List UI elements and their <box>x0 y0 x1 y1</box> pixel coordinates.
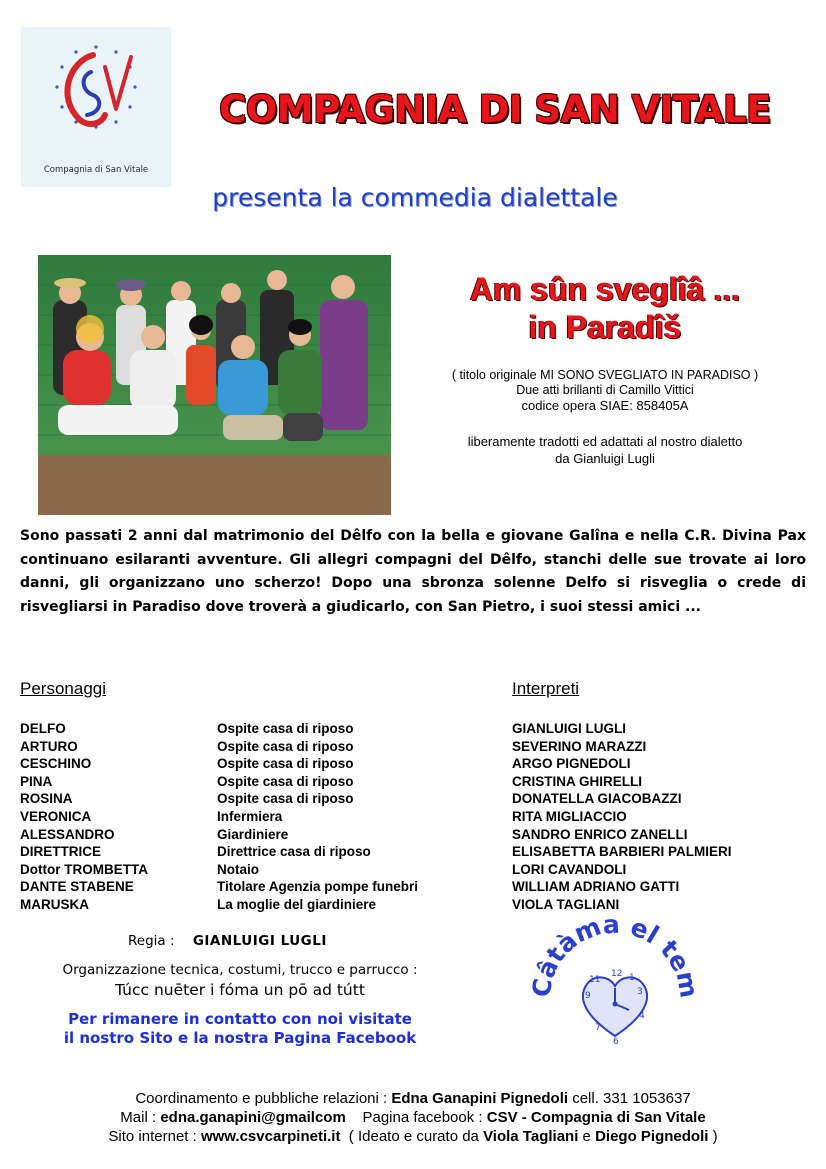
characters-header: Personaggi <box>20 679 107 698</box>
character-name: PINA <box>20 773 53 789</box>
character-name: DELFO <box>20 721 66 736</box>
svg-text:7: 7 <box>595 1023 601 1033</box>
character-role: Ospite casa di riposo <box>217 721 354 736</box>
footer-coordination <box>0 1089 826 1108</box>
coord-phone: cell. 331 1053637 <box>568 1090 691 1107</box>
svg-text:11: 11 <box>589 975 601 985</box>
actor-name: ARGO PIGNEDOLI <box>512 756 631 772</box>
contact-line1: Per rimanere in contatto con noi visitate <box>68 1010 412 1028</box>
play-info <box>420 368 790 413</box>
play-title-line2: in Paradîš <box>528 309 682 345</box>
character-role: Notaio <box>217 861 259 877</box>
character-name: Dottor TROMBETTA <box>20 861 148 877</box>
site-label: Sito internet : <box>108 1128 201 1145</box>
character-role: Giardiniere <box>217 826 289 842</box>
actors-header: Interpreti <box>512 679 580 698</box>
actor-name: LORI CAVANDOLI <box>512 861 627 877</box>
adaptation-note <box>420 433 790 467</box>
character-name: MARUSKA <box>20 896 89 912</box>
company-logo <box>21 27 171 187</box>
site-author-1: Viola Tagliani <box>483 1128 579 1145</box>
actor-name: WILLIAM ADRIANO GATTI <box>512 879 680 895</box>
synopsis: Sono passati 2 anni dal matrimonio del Dêlfo con la bella e giovane Galîna e nella C.R. Divina Pax continuano esilaranti avventure. Gli allegri compagni del Dêlfo, stanchi delle sue trovate ai loro danni, gli organizzano uno scherzo! Dopo una sbronza solenne Delfo si risveglia o crede di risvegliarsi in Paradiso dove troverà a giudicarlo, con San Pietro, i suoi stessi amici ... <box>20 528 806 615</box>
stamp-text: Câtàma el tem <box>526 918 704 1001</box>
character-role: La moglie del giardiniere <box>217 896 377 912</box>
character-name: CESCHINO <box>20 756 92 772</box>
regia-label: Regia : <box>128 933 175 949</box>
character-role: Ospite casa di riposo <box>217 738 354 754</box>
site-note-close: ) <box>708 1128 718 1145</box>
svg-text:1: 1 <box>629 973 635 983</box>
coord-name: Edna Ganapini Pignedoli <box>391 1090 569 1107</box>
character-column <box>20 720 148 914</box>
character-role: Ospite casa di riposo <box>217 791 354 807</box>
footer <box>0 1089 826 1146</box>
svg-text:3: 3 <box>637 987 643 997</box>
character-role: Direttrice casa di riposo <box>217 844 371 860</box>
mail-label: Mail : <box>120 1109 161 1126</box>
footer-mail-facebook <box>0 1108 826 1127</box>
character-name: VERONICA <box>20 808 92 824</box>
actor-name: SEVERINO MARAZZI <box>512 738 647 754</box>
actor-name: GIANLUIGI LUGLI <box>512 721 626 736</box>
character-role: Titolare Agenzia pompe funebri <box>217 879 419 895</box>
actor-name: SANDRO ENRICO ZANELLI <box>512 826 688 842</box>
svg-text:4: 4 <box>639 1011 645 1021</box>
actor-name: CRISTINA GHIRELLI <box>512 773 642 789</box>
footer-website <box>0 1127 826 1146</box>
facebook-label: Pagina facebook : <box>345 1109 487 1126</box>
cast-photo <box>38 255 391 515</box>
regia-name: GIANLUIGI LUGLI <box>192 933 327 949</box>
site-and: e <box>578 1128 596 1145</box>
svg-text:9: 9 <box>585 991 591 1001</box>
character-role: Ospite casa di riposo <box>217 773 354 789</box>
character-name: DIRETTRICE <box>20 844 101 860</box>
play-title <box>420 270 790 346</box>
site-note: ( Ideato e curato da <box>340 1128 484 1145</box>
actor-name: DONATELLA GIACOBAZZI <box>512 791 682 807</box>
adapt-line1: liberamente tradotti ed adattati al nostro dialetto <box>467 434 743 449</box>
actor-name: VIOLA TAGLIANI <box>512 896 620 912</box>
adapt-line2: da Gianluigi Lugli <box>555 451 655 466</box>
character-name: ALESSANDRO <box>20 826 115 842</box>
organization-line: Organizzazione tecnica, costumi, trucco e parrucco : <box>62 962 418 978</box>
company-title: COMPAGNIA DI SAN VITALE <box>219 88 771 131</box>
clock-heart-icon <box>583 969 647 1047</box>
character-name: ROSINA <box>20 791 73 807</box>
svg-text:6: 6 <box>613 1037 619 1047</box>
director-credit <box>128 933 327 949</box>
play-title-line1: Am sûn sveglîâ ... <box>469 271 741 307</box>
actor-column <box>512 720 732 914</box>
contact-invite <box>20 1010 460 1048</box>
character-name: DANTE STABENE <box>20 879 134 895</box>
facebook-link[interactable]: CSV - Compagnia di San Vitale <box>486 1109 706 1126</box>
character-role: Infermiera <box>217 808 283 824</box>
site-author-2: Diego Pignedoli <box>595 1128 709 1145</box>
contact-line2: il nostro Sito e la nostra Pagina Facebook <box>63 1029 417 1047</box>
coord-label: Coordinamento e pubbliche relazioni : <box>135 1090 392 1107</box>
subtitle: presenta la commedia dialettale <box>212 183 618 212</box>
siae-code: codice opera SIAE: 858405A <box>521 398 689 413</box>
email-link[interactable]: edna.ganapini@gmailcom <box>160 1109 346 1126</box>
actor-name: RITA MIGLIACCIO <box>512 808 627 824</box>
logo-caption: Compagnia di San Vitale <box>43 165 149 175</box>
clock-stamp <box>525 918 705 1068</box>
original-title: ( titolo originale MI SONO SVEGLIATO IN PARADISO ) <box>451 368 759 382</box>
svg-text:12: 12 <box>611 969 623 979</box>
actor-name: ELISABETTA BARBIERI PALMIERI <box>512 844 732 860</box>
csv-logo-icon <box>21 27 171 187</box>
character-name: ARTURO <box>20 738 78 754</box>
website-link[interactable]: www.csvcarpineti.it <box>200 1128 341 1145</box>
role-column <box>217 720 418 914</box>
acts-author: Due atti brillanti di Camillo Vittici <box>516 383 694 397</box>
organization-dialect: Túcc nuēter i fóma un pō ad tútt <box>115 981 365 999</box>
character-role: Ospite casa di riposo <box>217 756 354 772</box>
